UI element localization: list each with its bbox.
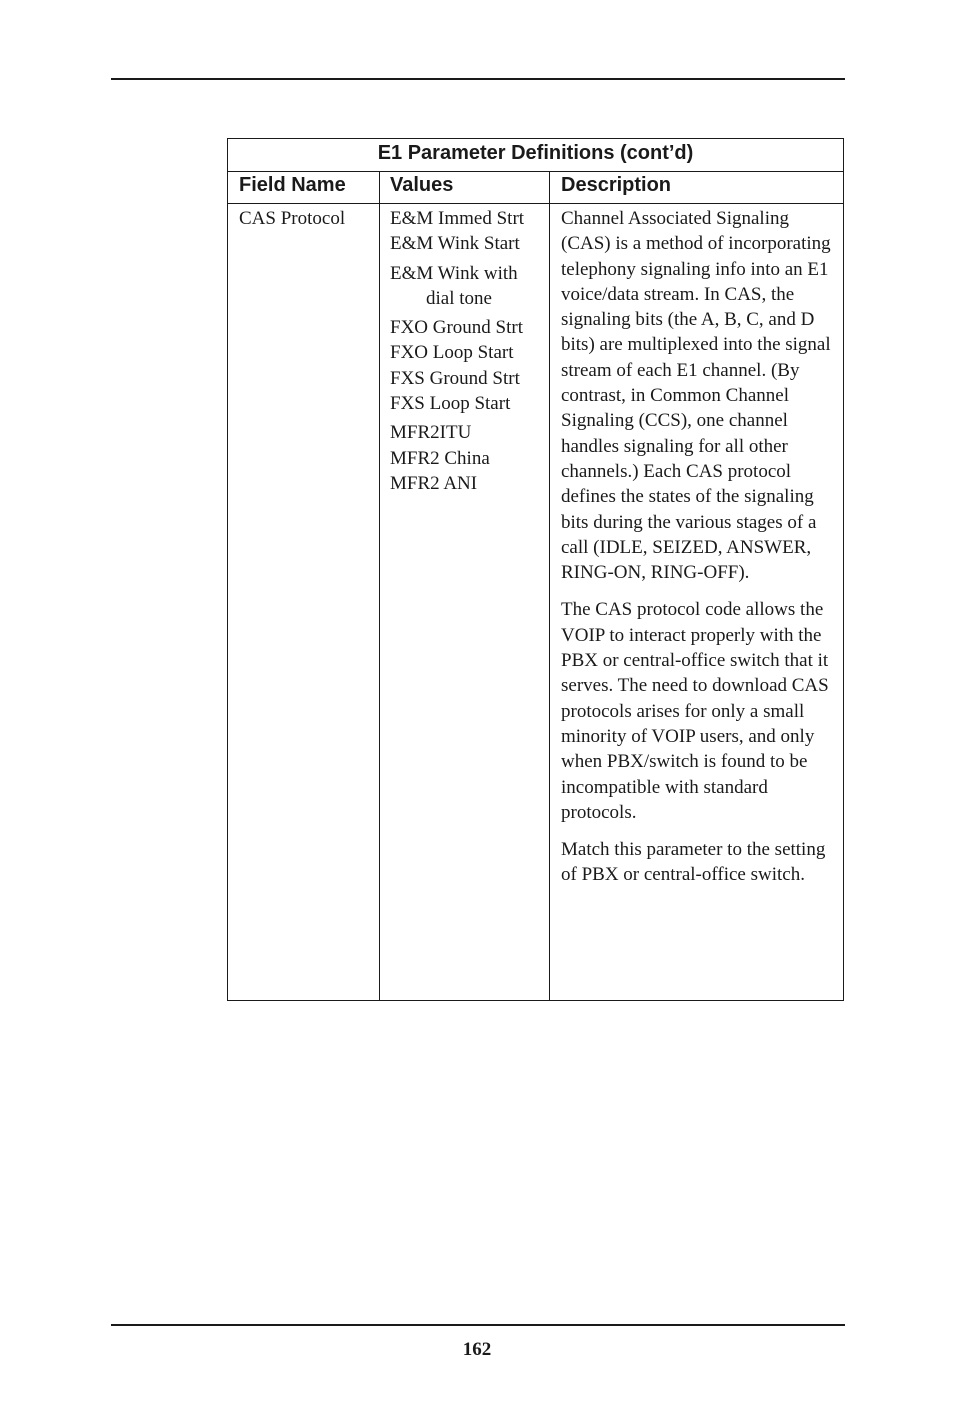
value-item: FXS Ground Strt	[390, 367, 520, 389]
value-item: MFR2 ANI	[390, 472, 478, 494]
page-number: 162	[462, 1339, 492, 1360]
description-cell	[561, 206, 836, 900]
value-item: dial tone	[426, 287, 492, 309]
description-paragraph: The CAS protocol code allows the VOIP to interact properly with the PBX or central-office switch that it serves. The need to download CAS protocols arises for only a small minority of VOIP users, and only when PBX/switch is found to be incompatible with standard protocols.	[561, 599, 829, 823]
header-field-name: Field Name	[239, 174, 346, 196]
header-rule	[111, 78, 845, 80]
table-header-row	[228, 172, 843, 204]
value-item: E&M Wink Start	[390, 233, 520, 255]
values-cell	[390, 206, 548, 496]
value-item: E&M Immed Strt	[390, 208, 525, 229]
value-item: MFR2ITU	[390, 422, 472, 444]
header-description: Description	[561, 174, 672, 196]
value-item: FXO Ground Strt	[390, 317, 524, 339]
footer-rule	[111, 1324, 845, 1326]
column-divider	[379, 172, 380, 1000]
header-values: Values	[390, 174, 454, 196]
field-name-cell: CAS Protocol	[239, 208, 346, 229]
value-item: FXS Loop Start	[390, 393, 511, 415]
description-paragraph: Channel Associated Signaling (CAS) is a method of incorporating telephony signaling info into an E1 voice/data stream. In CAS, the signaling bits (the A, B, C, and D bits) are multiplexed into the signal stream of each E1 channel. (By contrast, in Common Channel Signaling (CCS), one channel handles signaling for all other channels.) Each CAS protocol defines the states of the signaling bits during the various stages of a call (IDLE, SEIZED, ANSWER, RING-ON, RING-OFF).	[561, 208, 831, 584]
value-item: MFR2 China	[390, 447, 490, 469]
value-item: E&M Wink with	[390, 262, 518, 284]
column-divider	[549, 172, 550, 1000]
e1-parameter-table	[227, 138, 844, 1001]
table-title: E1 Parameter Definitions (cont’d)	[228, 139, 843, 172]
description-paragraph: Match this parameter to the setting of PBX or central-office switch.	[561, 839, 826, 886]
value-item: FXO Loop Start	[390, 342, 514, 364]
